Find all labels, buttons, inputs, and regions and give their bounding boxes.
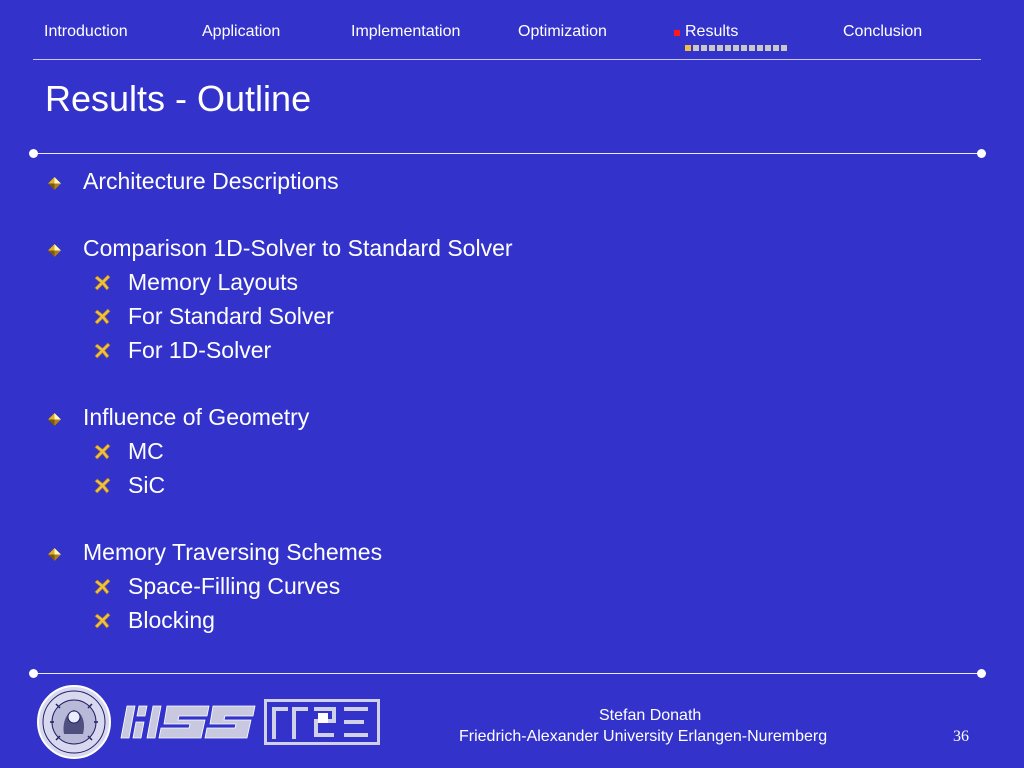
nav-item-optimization[interactable]: Optimization (518, 23, 607, 40)
outline-item-label: Architecture Descriptions (83, 168, 339, 194)
outline-item (83, 404, 309, 431)
progress-square (757, 45, 763, 51)
nav-item-results[interactable]: Results (685, 23, 739, 40)
diamond-bullet-icon (48, 177, 61, 190)
x-mark-bullet-icon (94, 578, 111, 595)
progress-square (733, 45, 739, 51)
outline-item-label: Influence of Geometry (83, 404, 310, 430)
top-divider (33, 153, 982, 154)
slide-number: 36 (953, 728, 969, 745)
nav-item-introduction[interactable]: Introduction (44, 23, 128, 40)
diamond-bullet-icon (48, 244, 61, 257)
outline-subitem-label: For Standard Solver (128, 303, 334, 329)
nav-item-conclusion[interactable]: Conclusion (843, 23, 923, 40)
outline-subitem-label: For 1D-Solver (128, 337, 272, 363)
outline-subitem (128, 303, 334, 330)
outline-item (83, 539, 382, 566)
progress-square (741, 45, 747, 51)
divider-dot (29, 669, 38, 678)
progress-square (781, 45, 787, 51)
x-mark-bullet-icon (94, 274, 111, 291)
diamond-bullet-icon (48, 413, 61, 426)
rrze-logo (264, 699, 380, 745)
outline-subitem (128, 438, 164, 465)
outline-subitem-label: Blocking (128, 607, 215, 633)
progress-square (693, 45, 699, 51)
progress-square (709, 45, 715, 51)
outline-subitem-label: MC (128, 438, 164, 464)
outline-subitem-label: SiC (128, 472, 166, 498)
university-seal-logo (36, 684, 112, 760)
progress-square (685, 45, 691, 51)
progress-square (765, 45, 771, 51)
x-mark-bullet-icon (94, 612, 111, 629)
divider-dot (977, 149, 986, 158)
outline-item-label: Comparison 1D-Solver to Standard Solver (83, 235, 513, 261)
nav-item-implementation[interactable]: Implementation (351, 23, 461, 40)
active-section-marker (674, 30, 680, 36)
outline-item-label: Memory Traversing Schemes (83, 539, 383, 565)
nav-divider (33, 59, 981, 60)
x-mark-bullet-icon (94, 443, 111, 460)
footer-university: Friedrich-Alexander University Erlangen-Nuremberg (459, 728, 828, 745)
progress-square (725, 45, 731, 51)
outline-subitem-label: Space-Filling Curves (128, 573, 341, 599)
section-progress-indicator (685, 45, 787, 51)
nav-item-application[interactable]: Application (202, 23, 281, 40)
outline-subitem (128, 472, 165, 499)
bottom-divider (33, 673, 982, 674)
progress-square (749, 45, 755, 51)
outline-item (83, 235, 513, 262)
lss-logo (119, 698, 257, 744)
outline-subitem (128, 337, 271, 364)
divider-dot (977, 669, 986, 678)
x-mark-bullet-icon (94, 477, 111, 494)
divider-dot (29, 149, 38, 158)
diamond-bullet-icon (48, 548, 61, 561)
progress-square (773, 45, 779, 51)
outline-item (83, 168, 339, 195)
footer-author: Stefan Donath (599, 707, 702, 724)
outline-subitem-label: Memory Layouts (128, 269, 299, 295)
progress-square (717, 45, 723, 51)
progress-square (701, 45, 707, 51)
x-mark-bullet-icon (94, 308, 111, 325)
x-mark-bullet-icon (94, 342, 111, 359)
page-title: Results - Outline (45, 78, 312, 119)
outline-subitem (128, 269, 298, 296)
outline-subitem (128, 573, 340, 600)
outline-subitem (128, 607, 215, 634)
